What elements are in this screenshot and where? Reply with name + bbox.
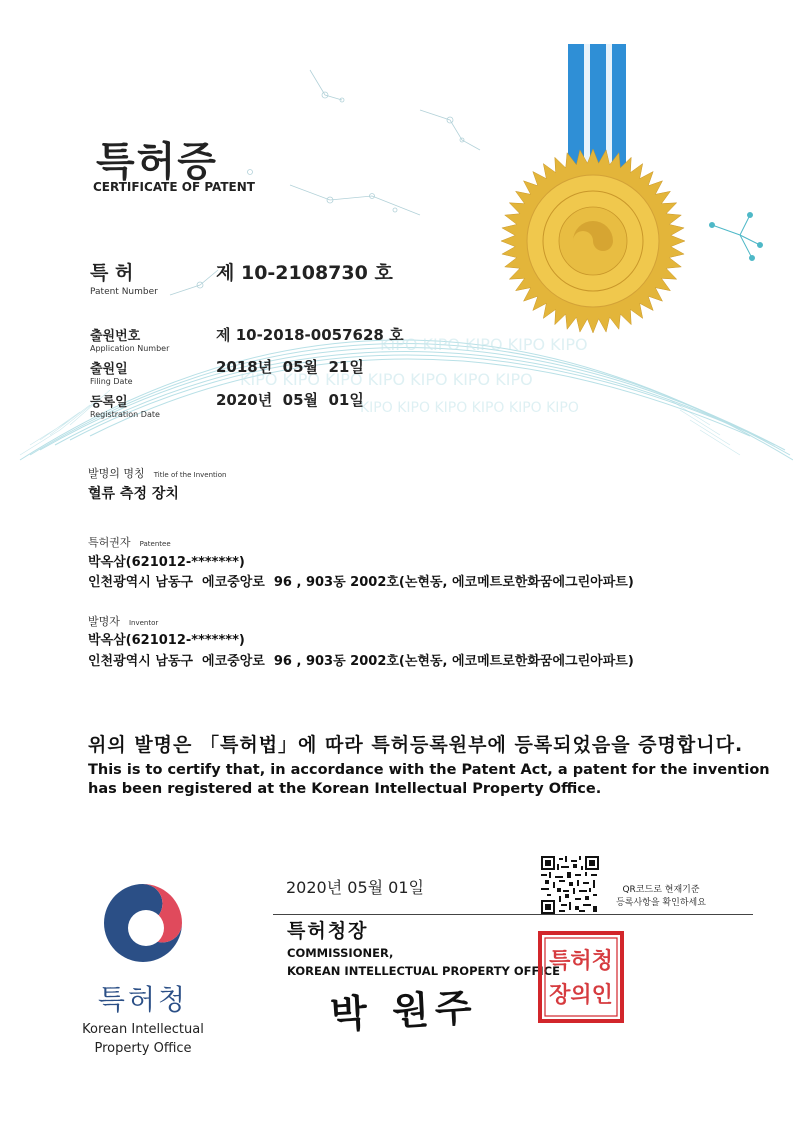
commissioner-title-en-line2: KOREAN INTELLECTUAL PROPERTY OFFICE bbox=[287, 964, 560, 978]
invention-title: 혈류 측정 장치 bbox=[88, 486, 179, 502]
inventor-label-ko: 발명자 bbox=[88, 615, 120, 628]
issue-date: 2020년 05월 01일 bbox=[286, 878, 424, 897]
filing-date-label-ko: 출원일 bbox=[90, 362, 128, 377]
invention-label-ko: 발명의 명칭 bbox=[88, 467, 145, 480]
certification-statement-ko: 위의 발명은 「특허법」에 따라 특허등록원부에 등록되었음을 증명합니다. bbox=[88, 734, 744, 756]
application-number-label-en: Application Number bbox=[90, 344, 170, 353]
registration-date-label bbox=[90, 391, 160, 419]
official-stamp bbox=[537, 930, 625, 1024]
certification-statement-en-line2: has been registered at the Korean Intellectual Property Office. bbox=[88, 781, 602, 797]
office-name-ko: 특허청 bbox=[97, 983, 189, 1016]
registration-date-value: 2020년 05월 01일 bbox=[216, 391, 364, 409]
patent-number-label-en: Patent Number bbox=[90, 287, 158, 297]
qr-note bbox=[606, 884, 716, 910]
svg-text:KIPO KIPO KIPO KIPO KIPO: KIPO KIPO KIPO KIPO KIPO bbox=[380, 335, 588, 354]
qr-note-line2: 등록사항을 확인하세요 bbox=[616, 898, 706, 908]
application-number-value: 제 10-2018-0057628 호 bbox=[216, 326, 404, 344]
invention-label bbox=[88, 462, 226, 481]
certificate-title-ko: 특허증 bbox=[96, 139, 218, 185]
filing-date-label bbox=[90, 358, 133, 386]
svg-text:KIPO KIPO KIPO KIPO KIPO KIPO: KIPO KIPO KIPO KIPO KIPO KIPO bbox=[360, 400, 579, 416]
inventor-label bbox=[88, 610, 158, 629]
invention-label-en: Title of the Invention bbox=[153, 471, 227, 479]
application-number-label-ko: 출원번호 bbox=[90, 329, 141, 344]
svg-text:KIPO KIPO KIPO KIPO KIPO KIPO: KIPO KIPO KIPO KIPO KIPO KIPO KIPO bbox=[240, 370, 533, 389]
filing-date-value: 2018년 05월 21일 bbox=[216, 358, 364, 376]
office-name-en-line1: Korean Intellectual bbox=[82, 1022, 204, 1037]
qr-note-line1: QR코드로 현재기준 bbox=[622, 885, 700, 895]
commissioner-title-en-line1: COMMISSIONER, bbox=[287, 946, 394, 960]
patent-number-label bbox=[90, 258, 158, 297]
patentee-label-en: Patentee bbox=[139, 540, 171, 548]
office-name-en-line2: Property Office bbox=[94, 1041, 192, 1056]
inventor-address: 인천광역시 남동구 에코중앙로 96 , 903동 2002호(논현동, 에코메트로한화꿈에그린아파트) bbox=[88, 654, 634, 669]
patentee-label-ko: 특허권자 bbox=[88, 536, 131, 549]
registration-date-label-en: Registration Date bbox=[90, 410, 160, 419]
gold-seal bbox=[498, 146, 688, 336]
commissioner-title-ko: 특허청장 bbox=[287, 920, 369, 942]
filing-date-label-en: Filing Date bbox=[90, 377, 133, 386]
registration-date-label-ko: 등록일 bbox=[90, 395, 128, 410]
inventor-label-en: Inventor bbox=[128, 619, 159, 627]
patentee-label bbox=[88, 531, 171, 550]
commissioner-signature: 박 원주 bbox=[329, 984, 479, 1037]
patent-number-label-ko: 특 허 bbox=[90, 262, 134, 284]
application-number-label bbox=[90, 325, 169, 353]
svg-text:특허청: 특허청 bbox=[549, 949, 613, 974]
office-name-en bbox=[68, 1020, 218, 1058]
svg-text:장의인: 장의인 bbox=[549, 983, 613, 1008]
patent-number-value: 제 10-2108730 호 bbox=[216, 262, 393, 284]
qr-code bbox=[541, 856, 599, 914]
inventor-name: 박옥삼(621012-*******) bbox=[88, 633, 245, 648]
certification-statement-en-line1: This is to certify that, in accordance with the Patent Act, a patent for the invention bbox=[88, 762, 770, 778]
patentee-address: 인천광역시 남동구 에코중앙로 96 , 903동 2002호(논현동, 에코메트로한화꿈에그린아파트) bbox=[88, 575, 634, 590]
patentee-name: 박옥삼(621012-*******) bbox=[88, 555, 245, 570]
kipo-logo-icon bbox=[98, 878, 188, 968]
signature-divider bbox=[273, 914, 753, 915]
certificate-title-en: CERTIFICATE OF PATENT bbox=[93, 180, 255, 194]
